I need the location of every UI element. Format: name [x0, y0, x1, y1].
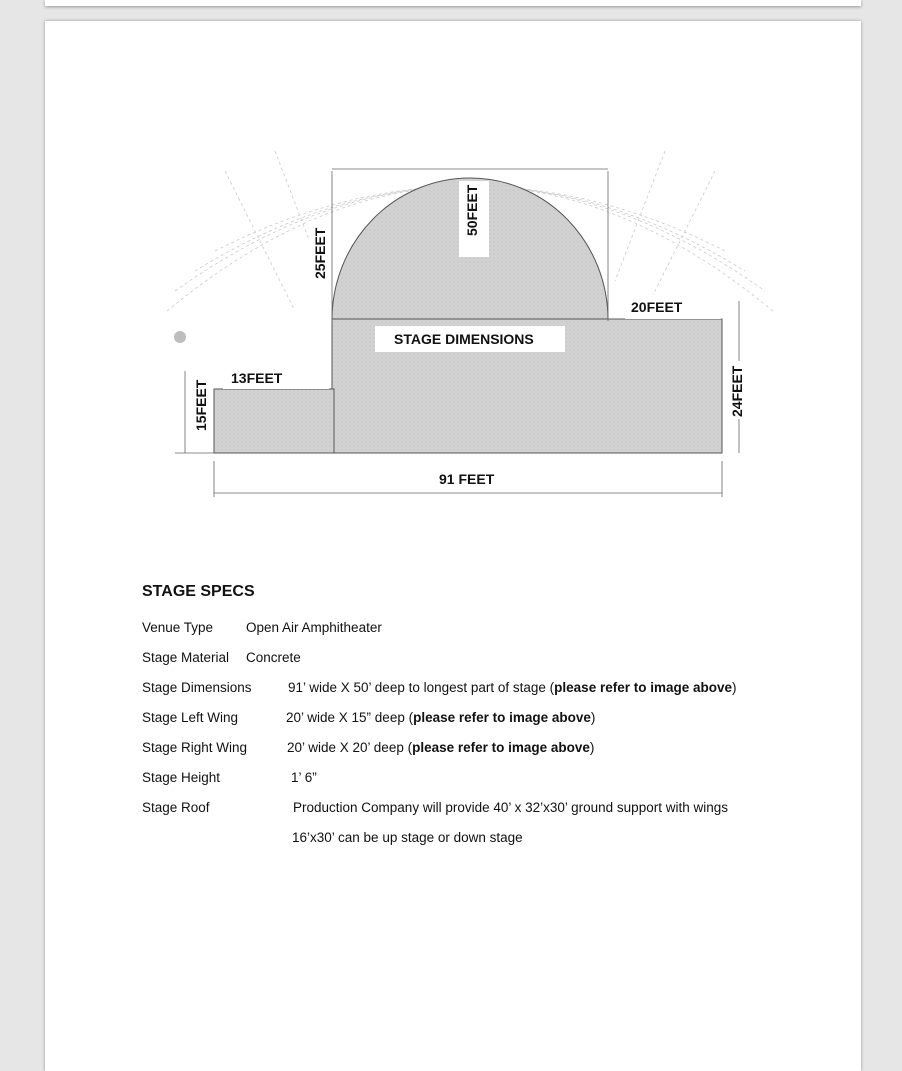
spec-value: 20’ wide X 15” deep (: [286, 710, 414, 725]
marker-dot: [174, 331, 186, 343]
left-height-label: 15FEET: [193, 379, 209, 431]
width-label: 91 FEET: [439, 471, 495, 487]
right-wing-label: 20FEET: [631, 299, 683, 315]
spec-value: 91’ wide X 50’ deep to longest part of stage (: [288, 680, 555, 695]
spec-value-after: ): [732, 680, 737, 695]
spec-value: Production Company will provide 40’ x 32’x30’ ground support with wings: [293, 800, 728, 815]
stage-diagram: [45, 21, 861, 521]
spec-value: Open Air Amphitheater: [246, 620, 382, 635]
spec-value: Concrete: [246, 650, 301, 665]
document-page: [45, 21, 861, 1071]
left-wing-width-label: 13FEET: [231, 370, 283, 386]
depth-label: 50FEET: [464, 184, 480, 236]
spec-value: 16’x30’ can be up stage or down stage: [292, 830, 523, 845]
previous-page-edge: [45, 0, 861, 6]
spec-label: Stage Dimensions: [142, 680, 252, 695]
right-height-label: 24FEET: [729, 365, 745, 417]
spec-value-bold: please refer to image above: [412, 740, 590, 755]
spec-label: Stage Height: [142, 770, 221, 785]
spec-label: Stage Right Wing: [142, 740, 248, 755]
spec-label: Venue Type: [142, 620, 214, 635]
stage-dimensions-title: STAGE DIMENSIONS: [394, 331, 534, 347]
spec-value-bold: please refer to image above: [554, 680, 732, 695]
left-depth-label: 25FEET: [312, 227, 328, 279]
spec-value-after: ): [589, 740, 595, 755]
spec-value: 20’ wide X 20’ deep (: [287, 740, 413, 755]
spec-label: Stage Material: [142, 650, 230, 665]
spec-label: Stage Roof: [142, 800, 210, 815]
specs-title: STAGE SPECS: [142, 583, 255, 600]
spec-label: Stage Left Wing: [142, 710, 239, 725]
spec-value: 1’ 6”: [291, 770, 317, 785]
spec-value-after: ): [590, 710, 596, 725]
spec-value-bold: please refer to image above: [413, 710, 591, 725]
